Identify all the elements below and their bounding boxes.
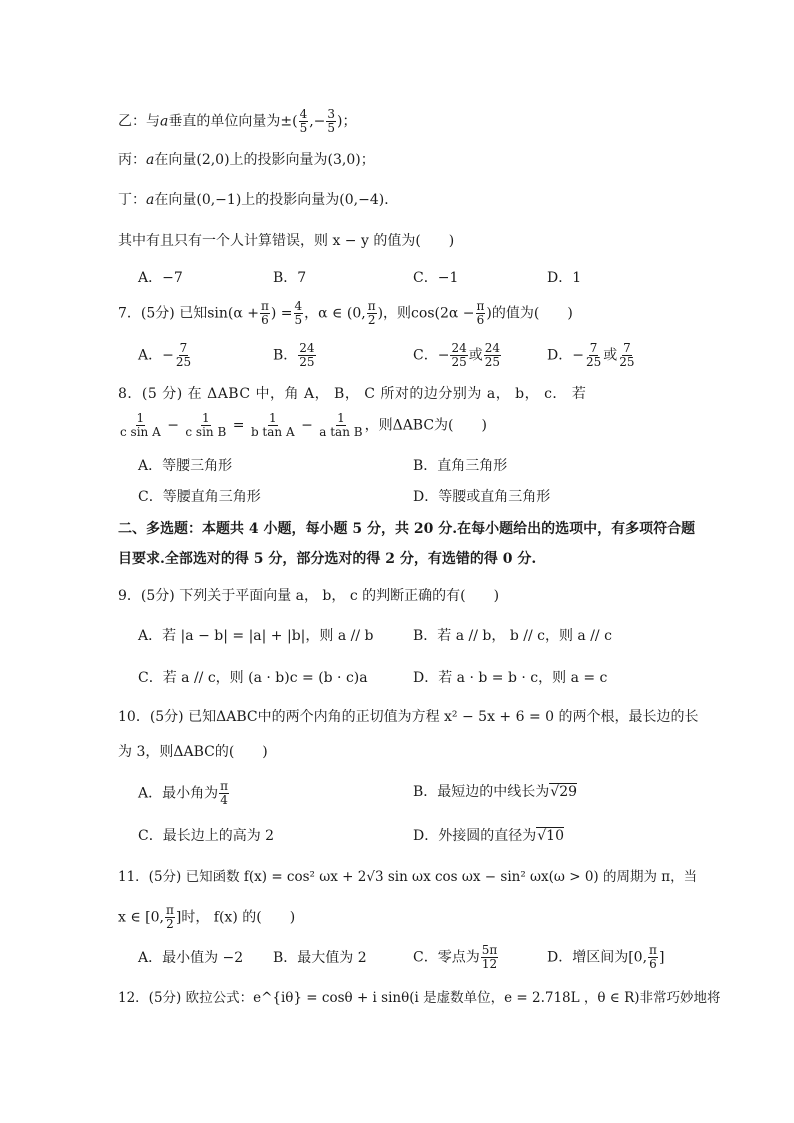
q8-option-a: A．等腰三角形 [138,458,233,474]
question-9-stem: 9．(5分) 下列关于平面向量 a， b， c 的判断正确的有( ) [118,588,500,604]
question-11-line1: 11．(5分) 已知函数 f(x) = cos² ωx + 2√3 sin ωx cos ωx − sin² ωx(ω > 0) 的周期为 π，当 [118,869,698,885]
section-2-heading-line2: 目要求.全部选对的得 5 分，部分选对的得 2 分，有选错的得 0 分. [118,551,537,567]
q11-option-d: D．增区间为[0, $\frac{\pi}{6}$ ] [547,943,665,971]
q11-option-b: B．最大值为 2 [273,950,367,966]
q10-option-b: B．最短边的中线长为√ 29 [413,782,577,802]
statement-yi: 乙：与a垂直的单位向量为±( $\frac{4}{5}$ ,− $\frac{3}{5}$ )； [118,107,357,135]
question-8-stem: 8．(5 分) 在 ΔABC 中，角 A， B， C 所对的边分别为 a， b， c． 若 [118,386,587,402]
q6-option-b: B．7 [273,270,307,286]
q8-option-b: B．直角三角形 [413,458,508,474]
question-10-line2: 为 3，则ΔABC的( ) [118,744,268,760]
q9-option-a: A．若 |a − b| = |a| + |b|，则 a // b [138,628,374,644]
fraction: $\frac{3}{5}$ [327,107,336,135]
q9-option-d: D．若 a · b = b · c，则 a = c [413,670,608,686]
q8-option-d: D．等腰或直角三角形 [413,489,551,505]
question-6-stem: 其中有且只有一个人计算错误，则 x − y 的值为( ) [118,233,455,249]
fraction: $\frac{4}{5}$ [299,107,308,135]
q7-option-d: D．− $\frac{7}{25}$ 或 $\frac{7}{25}$ [547,341,635,369]
q6-option-c: C．−1 [413,270,459,286]
question-12-line1: 12．(5分) 欧拉公式：e^{iθ} = cosθ + i sinθ(i 是虚数单位，e = 2.718L ，θ ∈ R)非常巧妙地将 [118,990,721,1006]
q9-option-b: B．若 a // b， b // c，则 a // c [413,628,612,644]
q7-option-c: C．− $\frac{24}{25}$ 或 $\frac{24}{25}$ [413,341,501,369]
question-10-line1: 10．(5分) 已知ΔABC中的两个内角的正切值为方程 x² − 5x + 6 = 0 的两个根，最长边的长 [118,709,699,725]
q8-option-c: C．等腰直角三角形 [138,489,261,505]
q11-option-c: C．零点为 $\frac{5\pi}{12}$ [413,943,498,971]
q10-option-c: C．最长边上的高为 2 [138,828,275,844]
q11-option-a: A．最小值为 −2 [138,950,244,966]
section-2-heading-line1: 二、多选题：本题共 4 小题，每小题 5 分，共 20 分.在每小题给出的选项中，有多项符合题 [118,521,696,537]
q6-option-d: D．1 [547,270,582,286]
q7-option-b: B． $\frac{24}{25}$ [273,341,315,369]
q10-option-a: A．最小角为 $\frac{\pi}{4}$ [138,779,229,807]
question-11-line2: x ∈ [0, $\frac{\pi}{2}$ ]时， f(x) 的( ) [118,903,296,931]
q9-option-c: C．若 a // c，则 (a · b)c = (b · c)a [138,670,368,686]
q10-option-d: D．外接圆的直径为√ 10 [413,826,564,846]
q7-option-a: A．− $\frac{7}{25}$ [138,341,192,369]
q6-option-a: A．−7 [138,270,183,286]
statement-ding: 丁：a在向量(0,−1)上的投影向量为(0,−4)． [118,192,399,208]
statement-bing: 丙：a在向量(2,0)上的投影向量为(3,0)； [118,152,375,168]
question-8-equation: $\frac{1}{\text{c sin A}}$ − $\frac{1}{\text{c sin B}}$ = $\frac{1}{\text{b tan A}}$ − $\frac{1}{\text{a tan B}}$ ，则ΔABC为( ) [120,411,487,439]
question-7-stem: 7．(5分) 已知sin(α + $\frac{\pi}{6}$ ) = $\frac{4}{5}$ ，α ∈ (0, $\frac{\pi}{2}$ )，则cos(2α − $\frac{\pi}{6}$ )的值为( ) [118,299,573,327]
